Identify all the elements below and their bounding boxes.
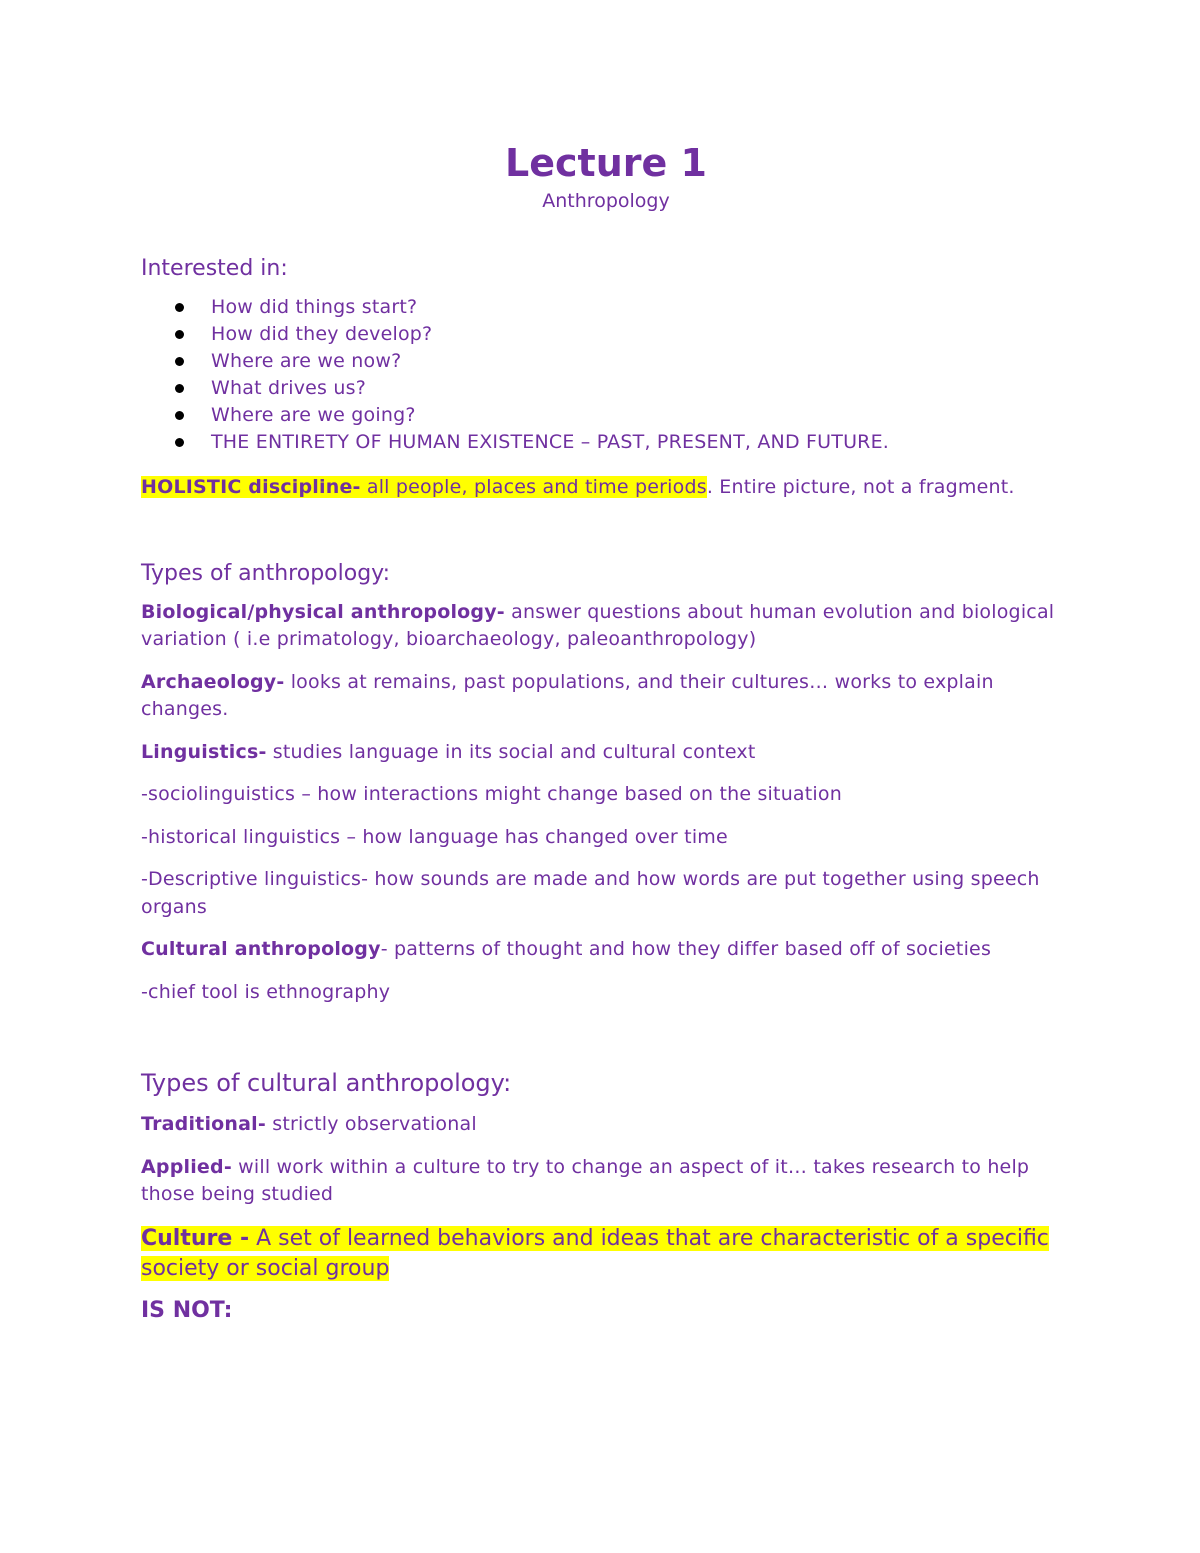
archaeology-term: Archaeology-	[141, 670, 285, 693]
list-item: Where are we going?	[141, 402, 1071, 429]
list-item: What drives us?	[141, 375, 1071, 402]
archaeology-paragraph: Archaeology- looks at remains, past populations, and their cultures… works to explain changes.	[141, 670, 994, 720]
bullet-icon	[175, 303, 184, 312]
cultural-types-heading: Types of cultural anthropology:	[141, 1069, 512, 1097]
historical-linguistics-line: -historical linguistics – how language has changed over time	[141, 825, 728, 848]
linguistics-paragraph: Linguistics- studies language in its social and cultural context	[141, 740, 756, 763]
list-item: How did things start?	[141, 294, 1071, 321]
is-not-heading: IS NOT:	[141, 1297, 233, 1323]
applied-term: Applied-	[141, 1155, 232, 1178]
list-item: THE ENTIRETY OF HUMAN EXISTENCE – PAST, PRESENT, AND FUTURE.	[141, 429, 1071, 456]
page-subtitle: Anthropology	[542, 190, 670, 212]
types-heading: Types of anthropology:	[141, 560, 390, 586]
linguistics-term: Linguistics-	[141, 740, 267, 763]
applied-paragraph: Applied- will work within a culture to try to change an aspect of it… takes research to help those being studied	[141, 1155, 1030, 1205]
bullet-icon	[175, 357, 184, 366]
cultural-paragraph: Cultural anthropology- patterns of thought and how they differ based off of societies	[141, 938, 992, 960]
list-item: How did they develop?	[141, 321, 1071, 348]
interested-heading: Interested in:	[141, 256, 288, 281]
holistic-paragraph	[141, 474, 1071, 502]
bullet-icon	[175, 384, 184, 393]
biological-paragraph: Biological/physical anthropology- answer questions about human evolution and biological variation ( i.e primatology, bioarchaeology, paleoanthropology)	[141, 600, 1055, 650]
chief-tool-line: -chief tool is ethnography	[141, 980, 391, 1003]
cultural-term: Cultural anthropology	[141, 938, 381, 960]
culture-highlight: A set of learned behaviors and ideas that are characteristic of a specific society or social group	[141, 1225, 1049, 1281]
sociolinguistics-line: -sociolinguistics – how interactions might change based on the situation	[141, 783, 842, 805]
culture-term: Culture -	[141, 1225, 250, 1251]
list-item: Where are we now?	[141, 348, 1071, 375]
bullet-icon	[175, 411, 184, 420]
interested-list	[141, 294, 1071, 456]
holistic-rest: . Entire picture, not a fragment.	[706, 476, 1015, 498]
bullet-icon	[175, 330, 184, 339]
holistic-term: HOLISTIC discipline-	[141, 476, 361, 498]
descriptive-linguistics-line: -Descriptive linguistics- how sounds are made and how words are put together using speech organs	[141, 868, 1040, 918]
page-title: Lecture 1	[505, 141, 707, 185]
holistic-highlight: all people, places and time periods	[360, 476, 707, 498]
bullet-icon	[175, 438, 184, 447]
biological-term: Biological/physical anthropology-	[141, 600, 505, 623]
culture-definition	[141, 1224, 1071, 1284]
traditional-paragraph: Traditional- strictly observational	[141, 1113, 477, 1135]
traditional-term: Traditional-	[141, 1113, 266, 1135]
document-body	[141, 138, 1071, 1338]
